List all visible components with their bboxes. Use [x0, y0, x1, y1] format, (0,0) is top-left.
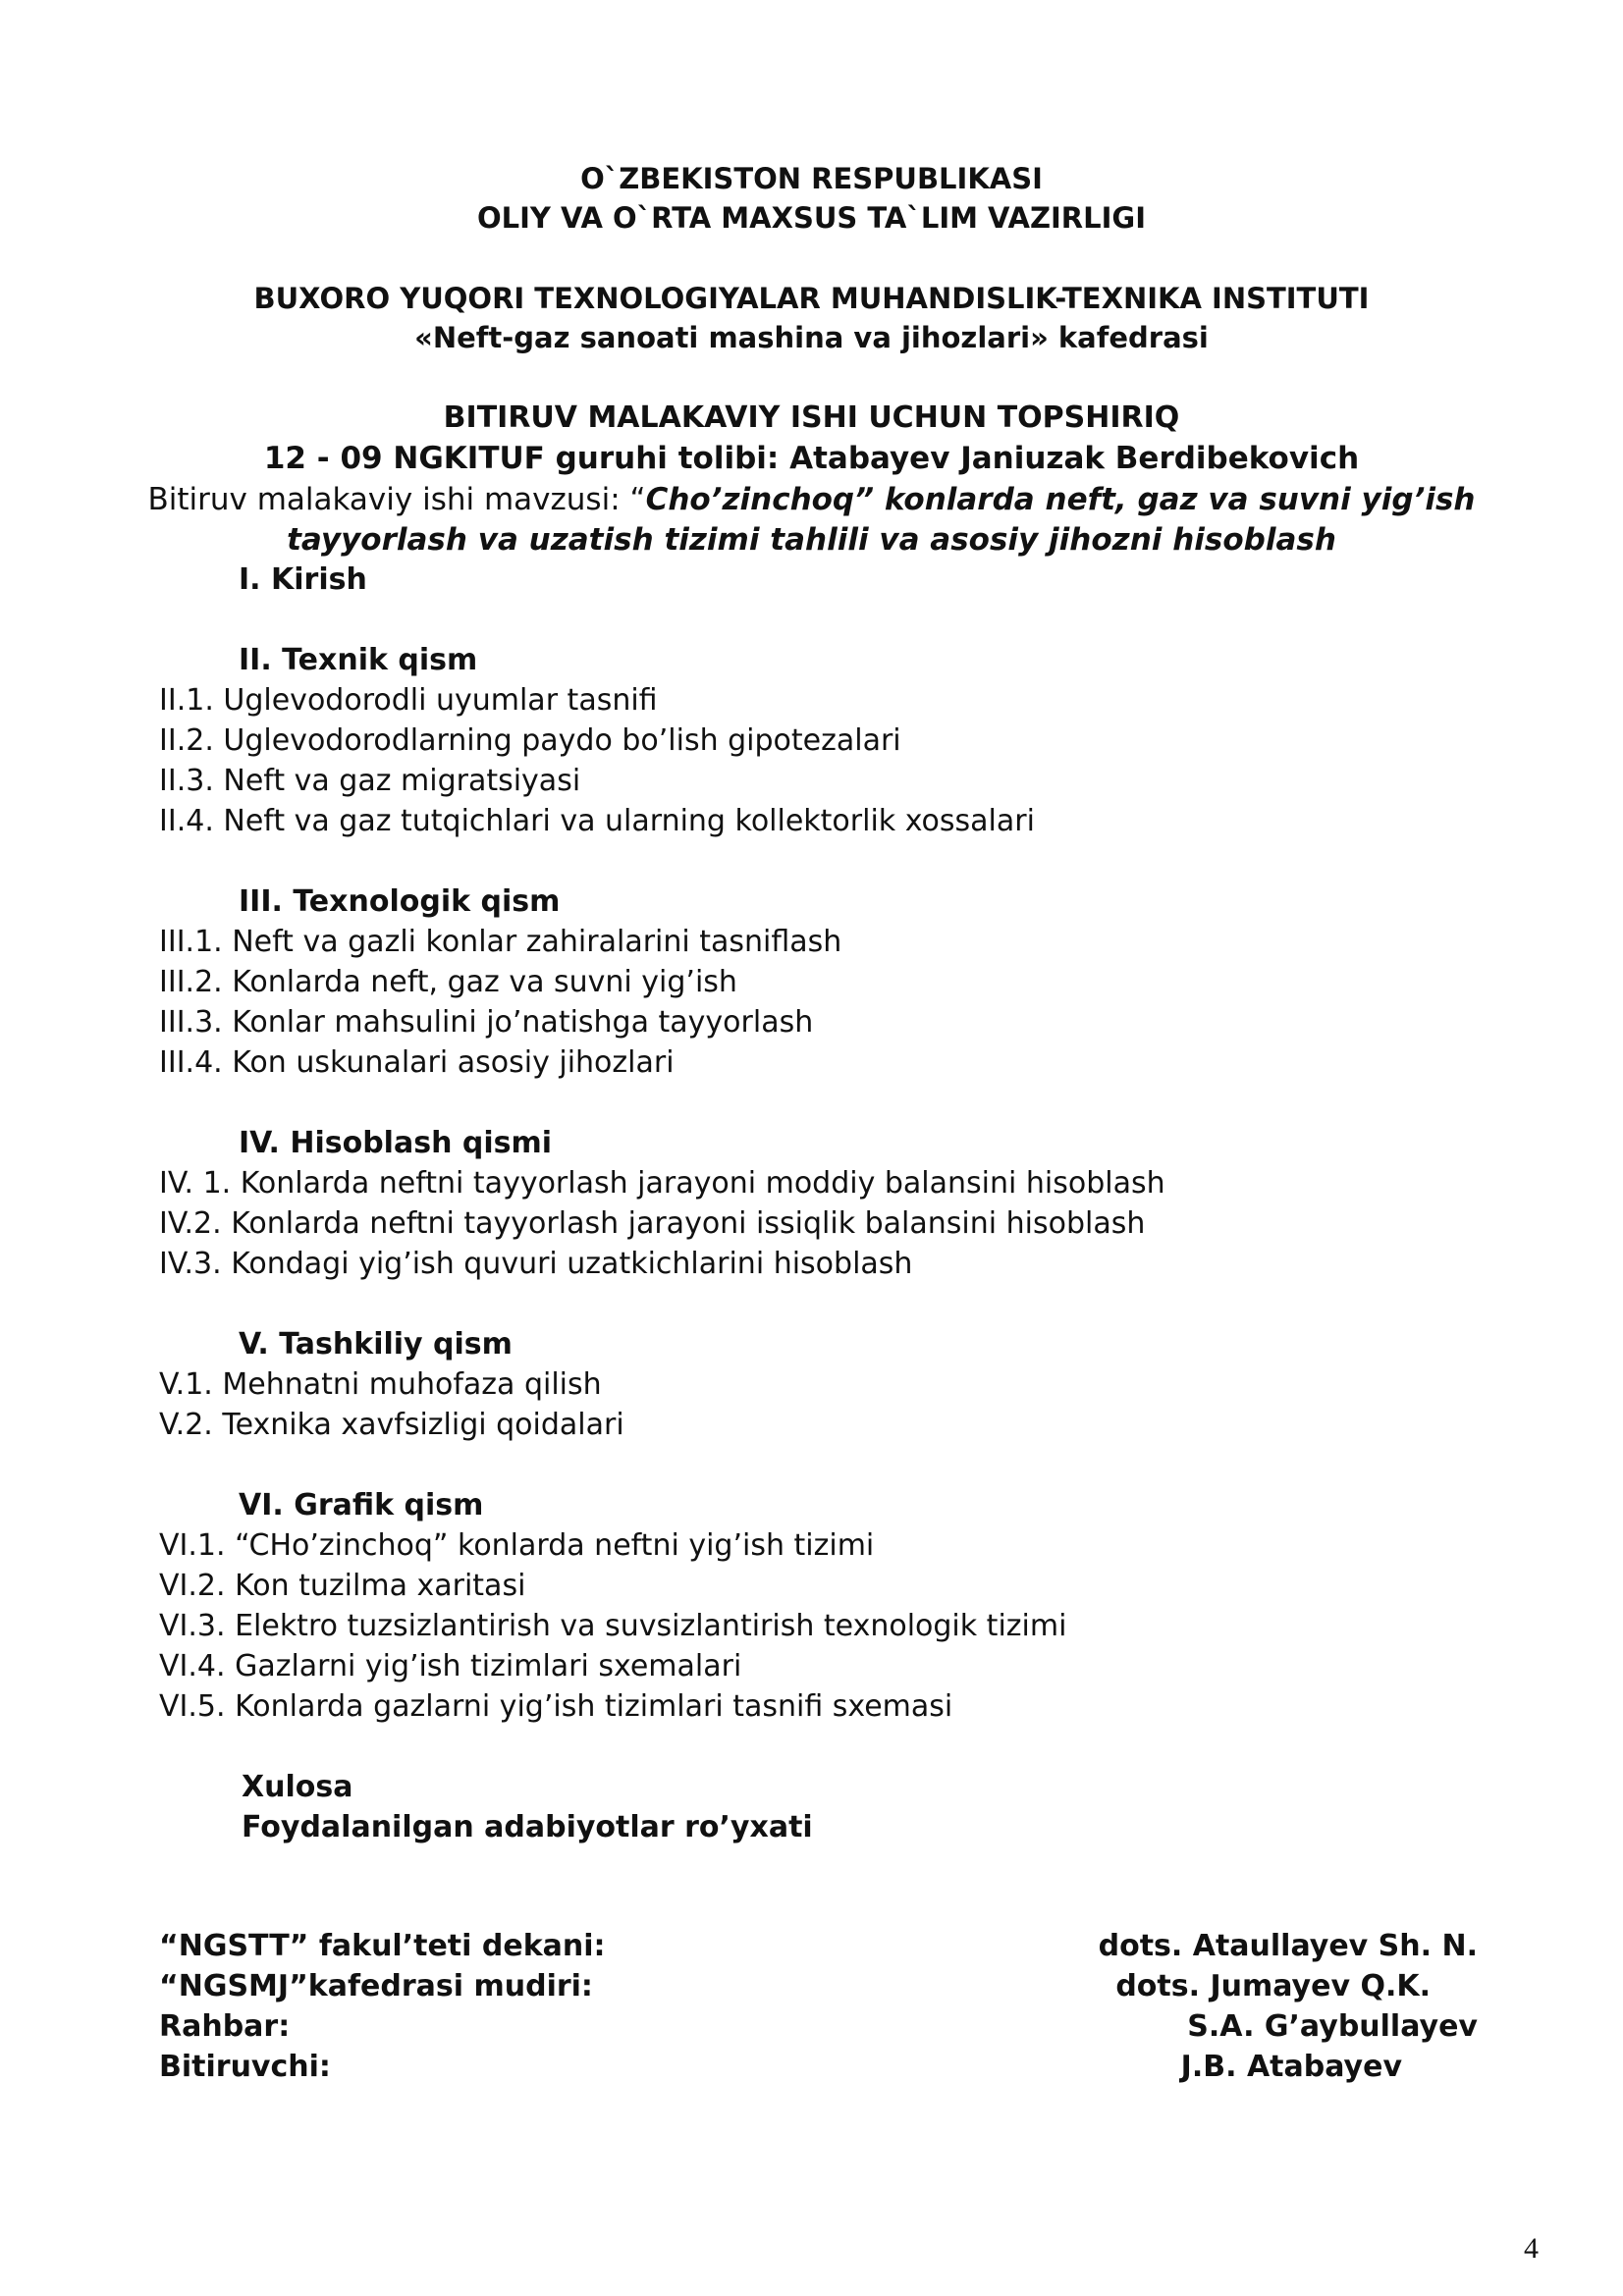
list-item: II.3. Neft va gaz migratsiyasi — [159, 764, 581, 798]
list-item: IV. 1. Konlarda neftni tayyorlash jarayoni moddiy balansini hisoblash — [159, 1166, 1165, 1201]
list-item: V.2. Texnika xavfsizligi qoidalari — [159, 1408, 624, 1442]
list-item: II.4. Neft va gaz tutqichlari va ularning kollektorlik xossalari — [159, 804, 1035, 838]
assignment-title: BITIRUV MALAKAVIY ISHI UCHUN TOPSHIRIQ — [443, 400, 1180, 435]
section-graphic-heading: VI. Grafik qism — [239, 1488, 484, 1522]
section-organizational-heading: V. Tashkiliy qism — [239, 1327, 513, 1362]
student-line: 12 - 09 NGKITUF guruhi tolibi: Atabayev Janiuzak Berdibekovich — [263, 441, 1360, 476]
institute-heading: BUXORO YUQORI TEXNOLOGIYALAR MUHANDISLIK-TEXNIKA INSTITUTI — [253, 282, 1370, 315]
signature-role-head: “NGSMJ”kafedrasi mudiri: — [159, 1969, 593, 2003]
conclusion-heading: Xulosa — [242, 1770, 353, 1804]
list-item: II.2. Uglevodorodlarning paydo bo’lish gipotezalari — [159, 723, 901, 758]
theme-line-2 — [0, 519, 1623, 561]
signature-name-dean: dots. Ataullayev Sh. N. — [1098, 1929, 1478, 1963]
references-heading: Foydalanilgan adabiyotlar ro’yxati — [242, 1810, 813, 1844]
ministry-heading: OLIY VA O`RTA MAXSUS TA`LIM VAZIRLIGI — [477, 201, 1146, 235]
list-item: VI.5. Konlarda gazlarni yig’ish tizimlari tasnifi sxemasi — [159, 1689, 953, 1724]
page-number: 4 — [1524, 2232, 1539, 2265]
section-technical-heading: II. Texnik qism — [239, 643, 478, 677]
list-item: II.1. Uglevodorodli uyumlar tasnifi — [159, 683, 658, 718]
theme-label: Bitiruv malakaviy ishi mavzusi: “ — [147, 482, 646, 517]
section-calculation-heading: IV. Hisoblash qismi — [239, 1126, 553, 1160]
list-item: VI.2. Kon tuzilma xaritasi — [159, 1569, 526, 1603]
theme-title-part1: Cho’zinchoq” konlarda neft, gaz va suvni yig’ish — [645, 482, 1476, 517]
signature-name-supervisor: S.A. G’aybullayev — [1187, 2009, 1478, 2044]
signature-role-supervisor: Rahbar: — [159, 2009, 291, 2044]
theme-line-1 — [0, 479, 1623, 520]
section-intro-heading: I. Kirish — [239, 562, 367, 597]
signature-role-graduate: Bitiruvchi: — [159, 2050, 331, 2084]
list-item: IV.3. Kondagi yig’ish quvuri uzatkichlarini hisoblash — [159, 1247, 913, 1281]
republic-heading: O`ZBEKISTON RESPUBLIKASI — [580, 162, 1043, 195]
signature-role-dean: “NGSTT” fakul’teti dekani: — [159, 1929, 606, 1963]
list-item: III.2. Konlarda neft, gaz va suvni yig’ish — [159, 965, 737, 999]
theme-title-part2: tayyorlash va uzatish tizimi tahlili va asosiy jihozni hisoblash — [287, 522, 1336, 558]
list-item: VI.3. Elektro tuzsizlantirish va suvsizlantirish texnologik tizimi — [159, 1609, 1067, 1643]
list-item: III.4. Kon uskunalari asosiy jihozlari — [159, 1045, 675, 1080]
list-item: III.1. Neft va gazli konlar zahiralarini tasniflash — [159, 925, 842, 959]
list-item: V.1. Mehnatni muhofaza qilish — [159, 1367, 602, 1402]
section-technological-heading: III. Texnologik qism — [239, 884, 561, 919]
department-heading: «Neft-gaz sanoati mashina va jihozlari» kafedrasi — [414, 321, 1209, 354]
signature-name-graduate: J.B. Atabayev — [1180, 2050, 1402, 2084]
list-item: IV.2. Konlarda neftni tayyorlash jarayoni issiqlik balansini hisoblash — [159, 1206, 1146, 1241]
list-item: III.3. Konlar mahsulini jo’natishga tayyorlash — [159, 1005, 814, 1040]
list-item: VI.1. “CHo’zinchoq” konlarda neftni yig’ish tizimi — [159, 1528, 875, 1563]
signature-name-head: dots. Jumayev Q.K. — [1115, 1969, 1431, 2003]
list-item: VI.4. Gazlarni yig’ish tizimlari sxemalari — [159, 1649, 742, 1683]
